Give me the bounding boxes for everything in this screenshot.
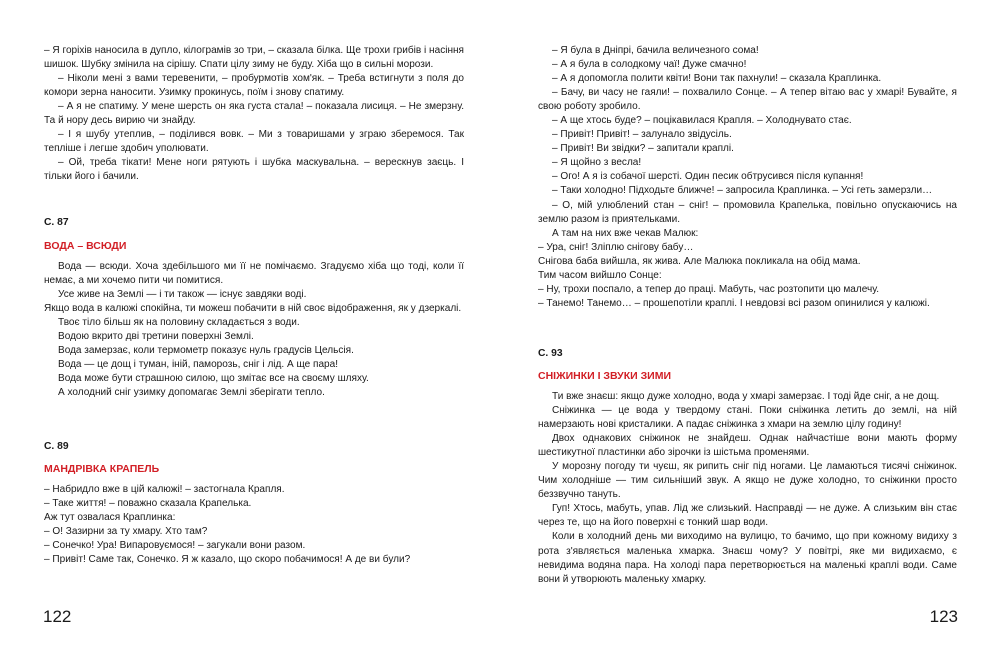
paragraph: – Набридло вже в цій калюжі! – застогнала Крапля.	[44, 484, 285, 496]
section-page-ref: С. 89	[44, 441, 69, 453]
paragraph: – Таке життя! – поважно сказала Крапелька.	[44, 498, 252, 510]
page-number: 123	[929, 607, 958, 626]
paragraph: Снігова баба вийшла, як жива. Але Малюка покликала на обід мама.	[538, 255, 861, 267]
paragraph: – Ура, сніг! Зліплю снігову бабу…	[538, 241, 694, 253]
section-heading: СНІЖИНКИ І ЗВУКИ ЗИМИ	[538, 369, 671, 382]
paragraph: – Сонечко! Ура! Випаровуємося! – загукали вони разом.	[44, 540, 306, 552]
section-heading: ВОДА – ВСЮДИ	[44, 239, 127, 252]
paragraph: – Я була в Дніпрі, бачила величезного сома!	[552, 45, 759, 56]
paragraph: Коли в холодний день ми виходимо на вулицю, то бачимо, що при кожному видиху з рота з'являється маленька хмарка. Знаєш чому? У повітрі, яке ми видихаємо, є невидима водяна пара. На холоді пара перетворюється на маленькі краплі води. Саме вони й утворюють маленьку хмарку.	[538, 531, 957, 585]
paragraph: – А я була в солодкому чаї! Дуже смачно!	[552, 59, 747, 71]
paragraph: – А я допомогла полити квіти! Вони так пахнули! – сказала Краплинка.	[552, 73, 882, 85]
paragraph: – Я горіхів наносила в дупло, кілограмів зо три, – сказала білка. Ще трохи грибів і насіння шишок. Шубку змінила на сірішу. Спати цілу зиму не буду. Хіба що в сильні морози.	[44, 45, 464, 71]
paragraph: Якщо вода в калюжі спокійна, ти можеш побачити в ній своє відображення, як у дзеркалі.	[44, 302, 462, 314]
paragraph: – Я щойно з весла!	[552, 157, 642, 169]
paragraph: – Бачу, ви часу не гаяли! – похвалило Сонце. – А тепер вітаю вас у хмарі! Бувайте, я свою роботу зробило.	[538, 87, 957, 113]
right-page	[500, 0, 1000, 650]
paragraph: – Таки холодно! Підходьте ближче! – запросила Краплинка. – Усі геть замерзли…	[552, 185, 933, 197]
paragraph: – Привіт! Привіт! – залунало звідусіль.	[552, 129, 732, 141]
paragraph: Вода може бути страшною силою, що змітає все на своєму шляху.	[58, 372, 369, 384]
paragraph: Вода замерзає, коли термометр показує нуль градусів Цельсія.	[58, 344, 354, 356]
paragraph: – Ого! А я із собачої шерсті. Один песик обтрусився після купання!	[552, 171, 864, 183]
paragraph: – А ще хтось буде? – поцікавилася Крапля. – Холоднувато стає.	[552, 115, 852, 127]
paragraph: – Ой, треба тікати! Мене ноги рятують і шубка маскувальна. – верескнув заєць. І тільки його і бачили.	[44, 157, 464, 183]
paragraph: – Привіт! Саме так, Сонечко. Я ж казало, що скоро побачимося! А де ви були?	[44, 554, 411, 566]
paragraph: Твоє тіло більш як на половину складається з води.	[58, 316, 300, 328]
paragraph: – О, мій улюблений стан – сніг! – промовила Крапелька, повільно опускаючись на землю разом із приятельками.	[538, 199, 957, 225]
paragraph: Усе живе на Землі — і ти також — існує завдяки воді.	[58, 288, 307, 300]
paragraph: Гуп! Хтось, мабуть, упав. Лід же слизький. Насправді — не дуже. А слизьким він стає через те, що на його поверхні є тонкий шар води.	[538, 503, 957, 529]
section-page-ref: С. 87	[44, 217, 69, 229]
paragraph: Аж тут озвалася Краплинка:	[44, 512, 176, 524]
section-page-ref: С. 93	[538, 347, 563, 359]
paragraph: – Танемо! Танемо… – прошепотіли краплі. І невдовзі всі разом опинилися у калюжі.	[538, 297, 930, 309]
paragraph: Ти вже знаєш: якщо дуже холодно, вода у хмарі замерзає. І тоді йде сніг, а не дощ.	[552, 390, 940, 402]
paragraph: Вода — всюди. Хоча здебільшого ми її не помічаємо. Згадуємо хіба що тоді, коли її немає, а ми хочемо пити чи помитися.	[44, 260, 464, 286]
paragraph: Двох однакових сніжинок не знайдеш. Однак найчастіше вони мають форму шестикутної пластинки або зірочки із шістьма променями.	[538, 433, 957, 459]
paragraph: – Привіт! Ви звідки? – запитали краплі.	[552, 143, 734, 155]
page-number: 122	[43, 607, 72, 626]
paragraph: – Ну, трохи поспало, а тепер до праці. Мабуть, час розтопити цю малечу.	[538, 283, 880, 295]
right-text-column	[538, 44, 957, 587]
paragraph: Тим часом вийшло Сонце:	[538, 269, 662, 281]
section-heading: МАНДРІВКА КРАПЕЛЬ	[44, 463, 160, 476]
paragraph: Сніжинка — це вода у твердому стані. Поки сніжинка летить до землі, на ній намерзають нові кристалики. А падає сніжинка з хмари на землю цілу годину!	[538, 405, 957, 431]
paragraph: А холодний сніг узимку допомагає Землі зберігати тепло.	[58, 386, 325, 398]
paragraph: Водою вкрито дві третини поверхні Землі.	[58, 330, 254, 342]
paragraph: У морозну погоду ти чуєш, як рипить сніг під ногами. Це ламаються тисячі сніжинок. Чим холодніше — тим сильніший звук. А якщо не дуже холодно, то сніжинки просто беззвучно тануть.	[538, 461, 957, 501]
paragraph: Вода — це дощ і туман, іній, паморозь, сніг і лід. А ще пара!	[58, 358, 339, 370]
paragraph: – А я не спатиму. У мене шерсть он яка густа стала! – показала лисиця. – Не змерзну. Та й нору десь вирию чи знайду.	[44, 101, 464, 127]
paragraph: – І я шубу утеплив, – поділився вовк. – Ми з товаришами у зграю зберемося. Так тепліше і легше здобич уполювати.	[44, 129, 464, 155]
paragraph: А там на них вже чекав Малюк:	[552, 227, 699, 239]
paragraph: – Ніколи мені з вами теревенити, – пробурмотів хом'як. – Треба встигнути з поля до комори зерна наносити. Узимку прокинусь, поїм і знову спатиму.	[44, 73, 464, 99]
paragraph: – О! Зазирни за ту хмару. Хто там?	[44, 526, 208, 538]
left-text-column	[44, 44, 464, 567]
